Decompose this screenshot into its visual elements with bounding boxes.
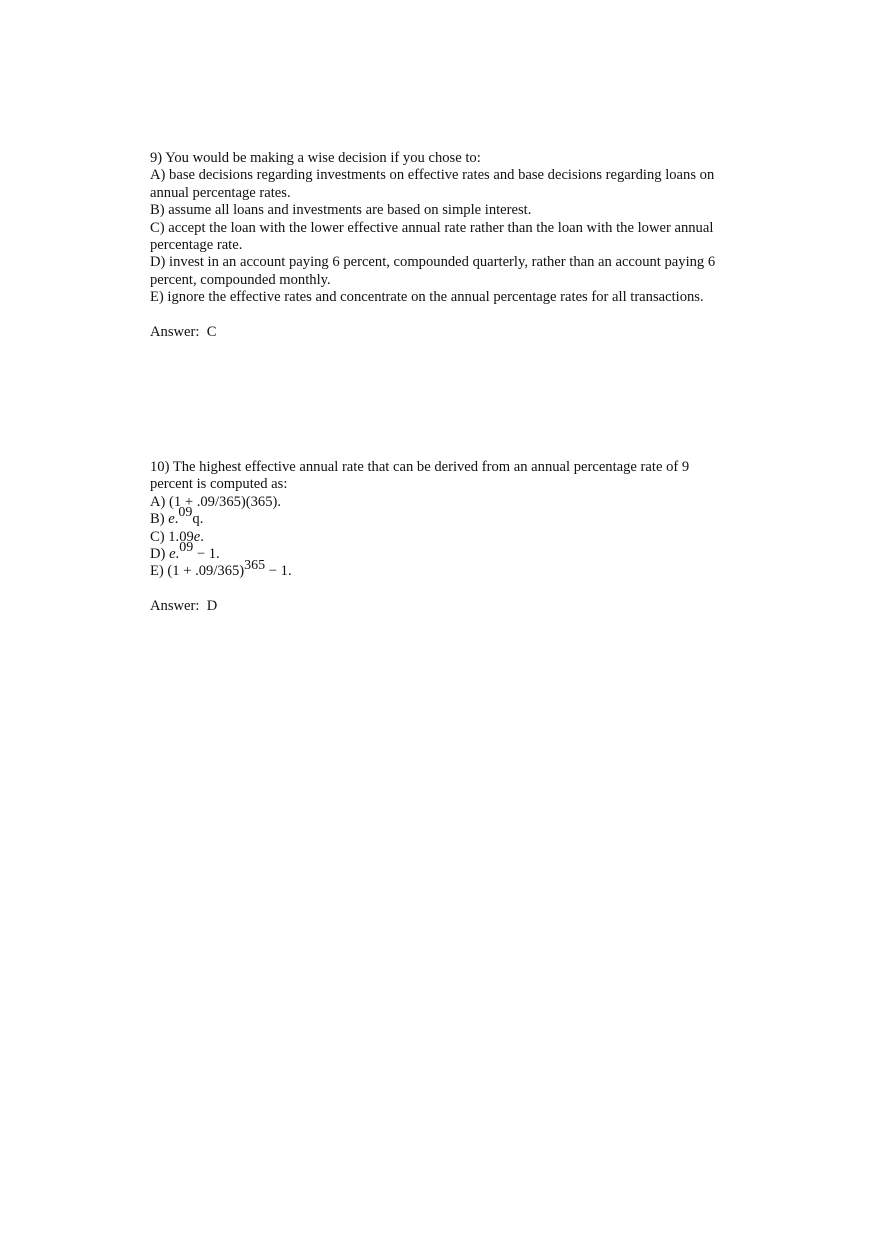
question-10-prompt-line-2: percent is computed as: <box>150 476 288 493</box>
option-e-exponent: 365 <box>244 557 266 573</box>
question-10-option-d <box>150 540 740 563</box>
option-e-suffix: − 1. <box>265 563 292 580</box>
option-b-suffix: q. <box>192 511 204 528</box>
question-9-prompt: 9) You would be making a wise decision if you chose to: <box>150 150 481 166</box>
question-9-option-a <box>150 167 740 202</box>
question-9-option-e: E) ignore the effective rates and concentrate on the annual percentage rates for all transactions. <box>150 289 704 306</box>
question-10-prompt-line-1: 10) The highest effective annual rate that can be derived from an annual percentage rate of 9 <box>150 459 690 475</box>
question-10-option-e <box>150 557 740 580</box>
question-10-option-a: A) (1 + .09/365)(365). <box>150 493 282 510</box>
option-d-prefix: D) <box>150 546 170 563</box>
question-10-answer: Answer: D <box>150 597 218 614</box>
option-d-line-1: D) invest in an account paying 6 percent, compounded quarterly, rather than an account paying 6 <box>150 254 716 271</box>
question-10 <box>150 459 740 615</box>
option-b-e: e <box>168 511 175 528</box>
question-9 <box>150 150 740 341</box>
option-b-prefix: B) <box>150 511 169 528</box>
question-9-option-b: B) assume all loans and investments are based on simple interest. <box>150 202 532 219</box>
option-d-dot: . <box>175 546 180 563</box>
option-d-exponent: 09 <box>179 540 194 556</box>
option-c-prefix: C) 1.09 <box>150 528 194 545</box>
option-d-suffix: − 1. <box>193 546 220 563</box>
option-d-line-2: percent, compounded monthly. <box>150 271 331 288</box>
option-a-line-2: annual percentage rates. <box>150 184 291 201</box>
option-c-suffix: . <box>200 528 204 545</box>
option-e-prefix: E) (1 + .09/365) <box>150 563 245 580</box>
option-a-line-1: A) base decisions regarding investments on effective rates and base decisions regarding loans on <box>150 167 715 184</box>
question-9-option-d <box>150 254 740 289</box>
option-d-e: e <box>169 546 176 563</box>
question-9-answer: Answer: C <box>150 323 217 340</box>
option-c-line-1: C) accept the loan with the lower effective annual rate rather than the loan with the lower annual <box>150 219 714 236</box>
question-10-option-c <box>150 529 740 546</box>
option-b-dot: . <box>174 511 179 528</box>
option-b-exponent: 09 <box>178 505 193 521</box>
question-10-option-b <box>150 505 740 528</box>
question-9-option-c <box>150 220 740 255</box>
option-c-e: e <box>193 528 201 545</box>
option-c-line-2: percentage rate. <box>150 237 243 254</box>
